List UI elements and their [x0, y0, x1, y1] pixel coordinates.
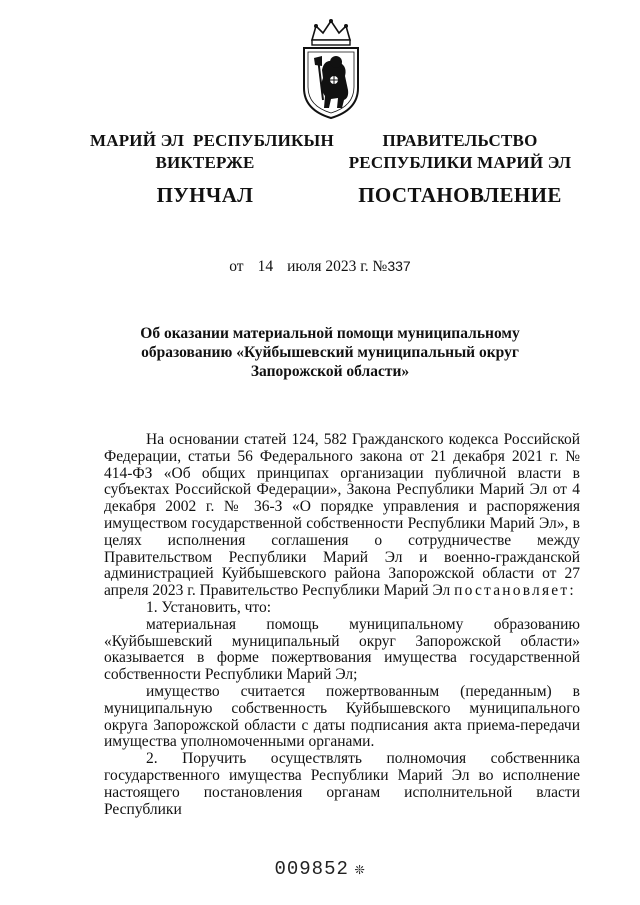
document-body: [104, 432, 580, 818]
document-title: [130, 324, 530, 381]
date-prefix: от: [229, 258, 244, 275]
serial-mark-icon: ❊: [354, 861, 366, 879]
serial-number: 009852: [274, 858, 349, 880]
date-day: 14: [257, 258, 274, 275]
header-left-doc-type: ПУНЧАЛ: [156, 183, 254, 207]
document-number: 337: [387, 258, 411, 274]
header-left-line1: МАРИЙ ЭЛ РЕСПУБЛИКЫН: [90, 131, 334, 150]
title-line3: Запорожской области»: [250, 363, 410, 380]
header-right-line2: РЕСПУБЛИКИ МАРИЙ ЭЛ: [348, 153, 572, 172]
coat-of-arms-emblem: [298, 18, 364, 120]
header-left-line2: ВИКТЕРЖЕ: [155, 153, 255, 172]
body-paragraph-5: 2. Поручить осуществлять полномочия собственника государственного имущества Республики Марий Эл во исполнение настоящего постановления органам исполнительной власти Республики: [104, 750, 580, 818]
title-line1: Об оказании материальной помощи муниципальному: [140, 325, 520, 342]
body-paragraph-1-end: Правительство Республики Марий Эл: [199, 582, 451, 600]
body-paragraph-3: материальная помощь муниципальному образованию «Куйбышевский муниципальный округ Запорожской области» оказывается в форме пожертвования имущества государственной собственности Республики Марий Эл;: [104, 615, 580, 684]
body-paragraph-2: 1. Установить, что:: [146, 598, 272, 616]
body-paragraph-1-text: На основании статей 124, 582 Гражданского кодекса Российской Федерации, статьи 56 Федерального закона от 21 декабря 2021 г. № 414-ФЗ «Об общих принципах организации публичной власти в субъектах Российской Федерации», Закона Республики Марий Эл от 4 декабря 2002 г. № 36-З «О порядке управления и распоряжения имуществом государственной собственности Республики Марий Эл», в целях исполнения соглашения о сотрудничестве между Правительством Республики Марий Эл и военно-гражданской администрацией Куйбышевского района Запорожской области от 27 апреля 2023 г.: [104, 431, 580, 600]
header-right-line1: ПРАВИТЕЛЬСТВО: [382, 131, 538, 150]
document-serial: [0, 858, 640, 880]
header-right-block: [345, 130, 575, 208]
header-right-doc-type: ПОСТАНОВЛЕНИЕ: [358, 183, 562, 207]
body-decree-word: постановляет:: [454, 582, 576, 600]
title-line2: образованию «Куйбышевский муниципальный округ: [141, 344, 519, 361]
date-rest: июля 2023 г. №: [287, 258, 388, 275]
body-paragraph-4: имущество считается пожертвованным (переданным) в муниципальную собственность Куйбышевского муниципального округа Запорожской области с даты подписания акта приема-передачи имущества уполномоченными органами.: [104, 682, 580, 751]
header-left-block: [90, 130, 334, 208]
document-date: [0, 258, 640, 276]
body-paragraph-1: [104, 432, 580, 600]
